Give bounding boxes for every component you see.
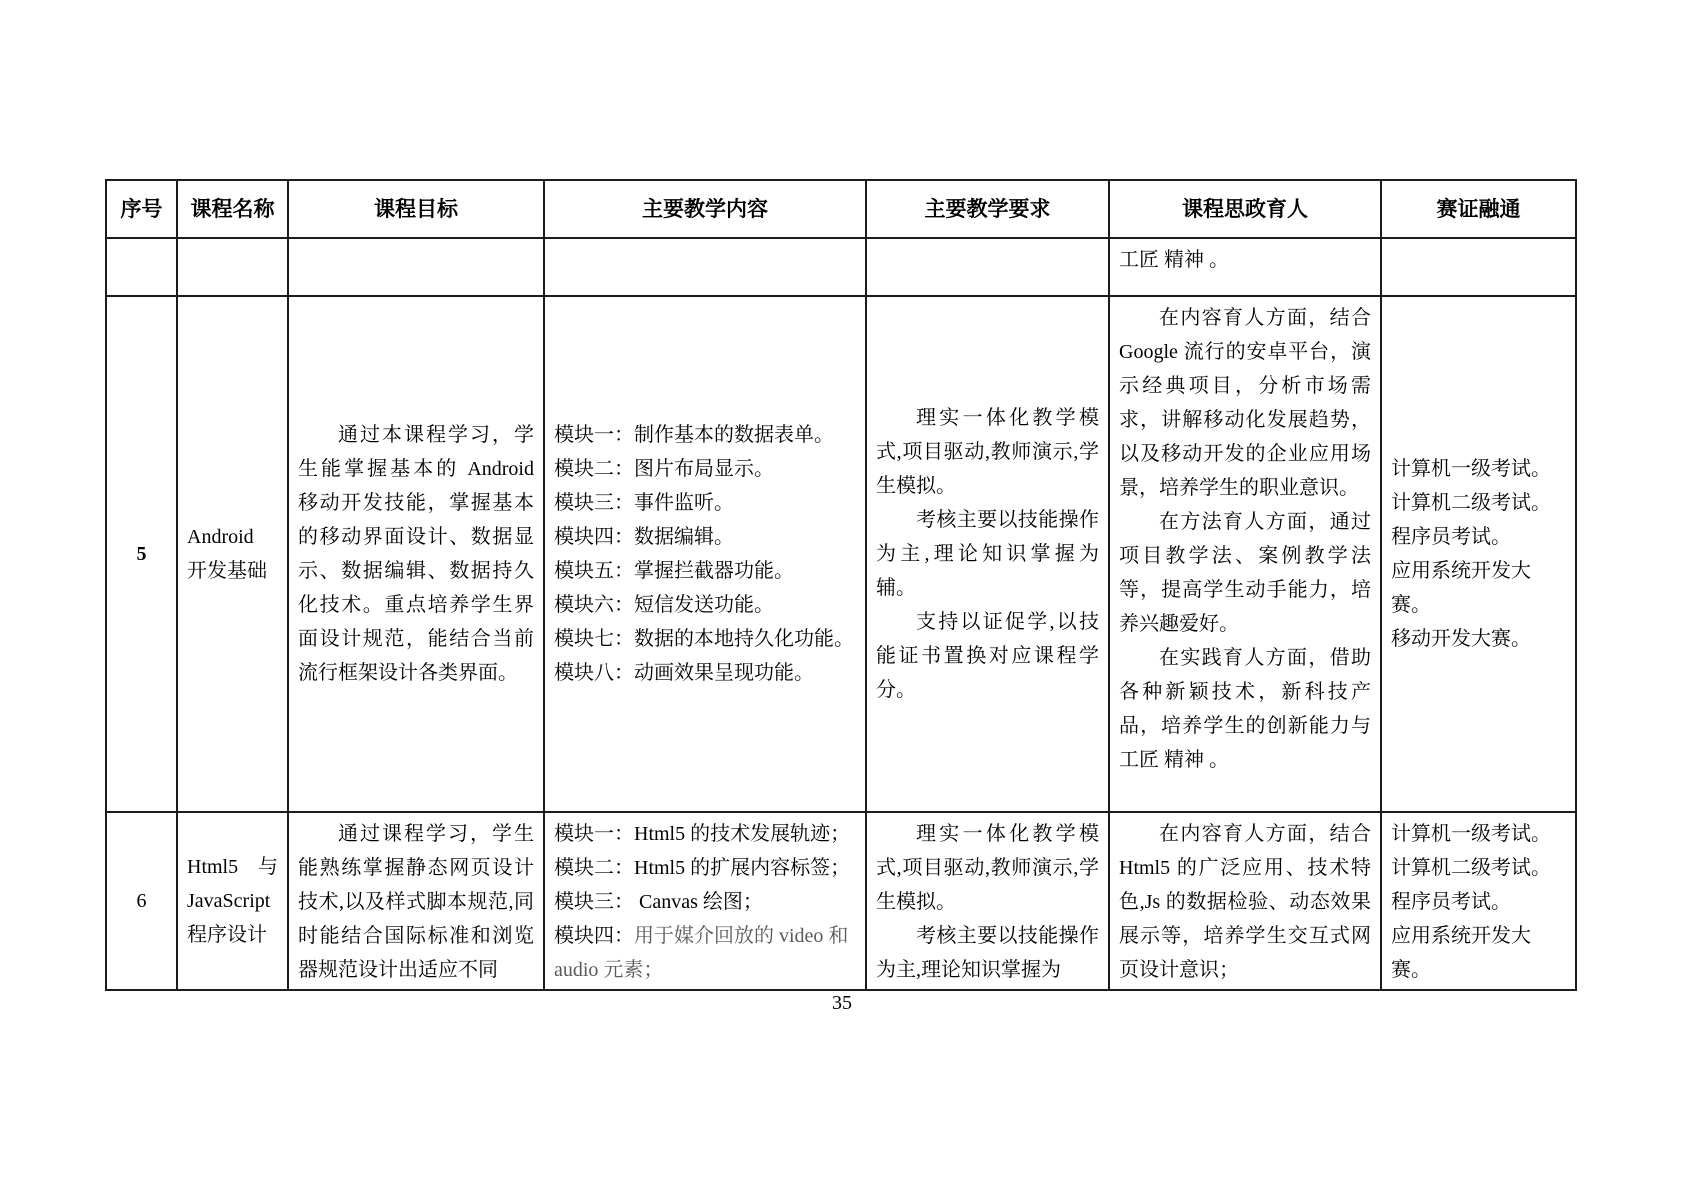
table-row-course-6 (106, 812, 1576, 990)
carryover-ideological-text: 工匠 精神 。 (1119, 249, 1229, 271)
carryover-ideological-cell (1109, 238, 1381, 296)
course5-objective-cell (288, 296, 544, 812)
ideological-paragraph: 在实践育人方面，借助各种新颖技术，新科技产品，培养学生的创新能力与工匠 精神 。 (1119, 647, 1371, 771)
module-item: 模块四：数据编辑。 (554, 526, 734, 548)
course5-name: Android 开发基础 (177, 296, 288, 812)
module4-label: 模块四： (554, 925, 634, 947)
module-item: 模块一：Html5 的技术发展轨迹； (554, 823, 851, 845)
course5-number: 5 (106, 296, 177, 812)
module4-gray-text: 用于媒介回放的 video 和 audio 元素； (554, 925, 849, 981)
course-plan-table (105, 179, 1577, 991)
carryover-content-cell (544, 238, 866, 296)
course6-content-cell (544, 812, 866, 990)
requirement-paragraph: 理实一体化教学模式,项目驱动,教师演示,学生模拟。 (876, 407, 1099, 497)
certification-item: 计算机二级考试。 (1391, 857, 1551, 879)
certification-item: 计算机一级考试。 (1391, 823, 1551, 845)
header-主要教学内容: 主要教学内容 (544, 180, 866, 238)
carryover-name-cell (177, 238, 288, 296)
course6-certification-cell (1381, 812, 1576, 990)
module-item: 模块一：制作基本的数据表单。 (554, 424, 834, 446)
requirement-paragraph: 考核主要以技能操作为主,理论知识掌握为辅。 (876, 509, 1099, 599)
header-课程思政育人: 课程思政育人 (1109, 180, 1381, 238)
module-item: 模块三：事件监听。 (554, 492, 734, 514)
course5-requirements-cell (866, 296, 1109, 812)
carryover-objective-cell (288, 238, 544, 296)
carryover-requirements-cell (866, 238, 1109, 296)
header-主要教学要求: 主要教学要求 (866, 180, 1109, 238)
certification-item: 程序员考试。 (1391, 891, 1511, 913)
certification-item: 计算机一级考试。 (1391, 458, 1551, 480)
certification-item: 计算机二级考试。 (1391, 492, 1551, 514)
certification-item: 应用系统开发大赛。 (1391, 560, 1531, 616)
course6-objective-cell (288, 812, 544, 990)
certification-item: 应用系统开发大赛。 (1391, 925, 1531, 981)
carryover-certification-cell (1381, 238, 1576, 296)
requirement-paragraph: 支持以证促学,以技能证书置换对应课程学分。 (876, 611, 1099, 701)
course6-name: Html5 与 JavaScript 程序设计 (177, 812, 288, 990)
module-item: 模块六：短信发送功能。 (554, 594, 774, 616)
course6-ideological-cell (1109, 812, 1381, 990)
header-赛证融通: 赛证融通 (1381, 180, 1576, 238)
page-number: 35 (832, 992, 852, 1014)
header-序号: 序号 (106, 180, 177, 238)
ideological-paragraph: 在内容育人方面，结合 Html5 的广泛应用、技术特色,Js 的数据检验、动态效果展示等，培养学生交互式网页设计意识； (1119, 823, 1371, 981)
certification-item: 移动开发大赛。 (1391, 628, 1531, 650)
ideological-paragraph: 在内容育人方面，结合 Google 流行的安卓平台，演示经典项目，分析市场需求，讲解移动化发展趋势，以及移动开发的企业应用场景，培养学生的职业意识。 (1119, 307, 1371, 499)
course5-ideological-cell (1109, 296, 1381, 812)
module-item: 模块二：Html5 的扩展内容标签； (554, 857, 851, 879)
course5-certification-cell (1381, 296, 1576, 812)
requirement-paragraph: 考核主要以技能操作为主,理论知识掌握为 (876, 925, 1099, 981)
carryover-num-cell (106, 238, 177, 296)
header-课程目标: 课程目标 (288, 180, 544, 238)
module-item: 模块三： Canvas 绘图； (554, 891, 763, 913)
course6-objective-text: 通过课程学习，学生能熟练掌握静态网页设计技术,以及样式脚本规范,同时能结合国际标准和浏览器规范设计出适应不同 (298, 823, 534, 981)
requirement-paragraph: 理实一体化教学模式,项目驱动,教师演示,学生模拟。 (876, 823, 1099, 913)
module-item: 模块五：掌握拦截器功能。 (554, 560, 794, 582)
course5-content-cell (544, 296, 866, 812)
header-课程名称: 课程名称 (177, 180, 288, 238)
module-item: 模块二：图片布局显示。 (554, 458, 774, 480)
course6-number: 6 (106, 812, 177, 990)
module-item-4 (554, 919, 856, 987)
course6-requirements-cell (866, 812, 1109, 990)
table-row-carryover (106, 238, 1576, 296)
table-row-course-5 (106, 296, 1576, 812)
ideological-paragraph: 在方法育人方面，通过项目教学法、案例教学法等，提高学生动手能力，培养兴趣爱好。 (1119, 511, 1371, 635)
module-item: 模块八：动画效果呈现功能。 (554, 662, 814, 684)
course5-objective-text: 通过本课程学习，学生能掌握基本的 Android 移动开发技能，掌握基本的移动界面设计、数据显示、数据编辑、数据持久化技术。重点培养学生界面设计规范，能结合当前流行框架设计各类界面。 (298, 424, 534, 684)
table-header-row (106, 180, 1576, 238)
module-item: 模块七：数据的本地持久化功能。 (554, 628, 854, 650)
certification-item: 程序员考试。 (1391, 526, 1511, 548)
